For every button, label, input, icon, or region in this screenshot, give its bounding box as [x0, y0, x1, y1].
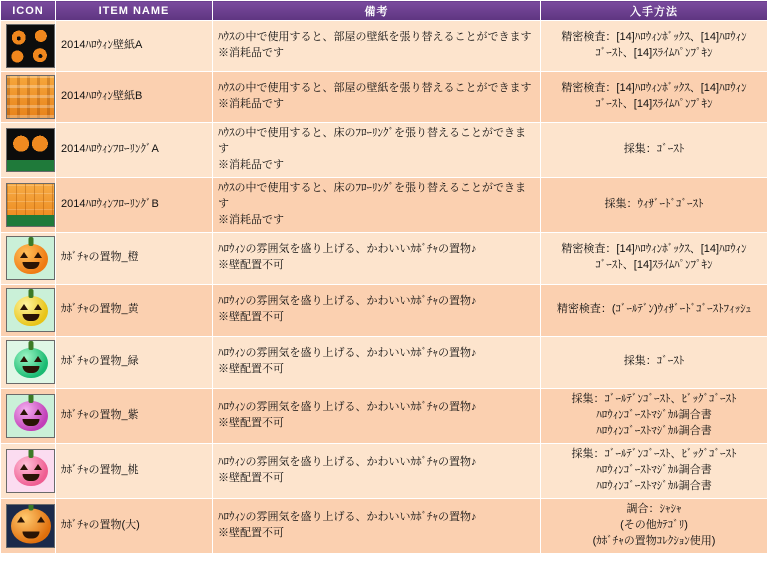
remarks-line-1: ﾊﾛｳｨﾝの雰囲気を盛り上げる、かわいいｶﾎﾞﾁｬの置物♪ — [218, 400, 477, 413]
item-name-cell: 2014ﾊﾛｳｨﾝﾌﾛｰﾘﾝｸﾞA — [56, 123, 213, 178]
table-row — [1, 336, 767, 388]
item-icon-cell — [1, 443, 56, 498]
table-row — [1, 21, 767, 72]
remarks-line-2: ※消耗品です — [218, 98, 284, 110]
item-icon-cell — [1, 21, 56, 72]
remarks-line-1: ﾊﾛｳｨﾝの雰囲気を盛り上げる、かわいいｶﾎﾞﾁｬの置物♪ — [218, 295, 477, 308]
acquisition-line-1: 精密検査：[14]ﾊﾛｳｨﾝﾎﾞｯｸｽ、[14]ﾊﾛｳｨﾝ — [561, 31, 747, 44]
remarks-line-2: ※壁配置不可 — [218, 311, 284, 324]
item-icon-cell — [1, 72, 56, 123]
remarks-line-1: ﾊｳｽの中で使用すると、床のﾌﾛｰﾘﾝｸﾞを張り替えることができます — [218, 127, 526, 155]
halloween-wallpaper-a-icon — [6, 24, 55, 68]
table-row — [1, 284, 767, 336]
remarks-line-2: ※壁配置不可 — [218, 363, 284, 376]
item-acquisition-cell — [541, 284, 767, 336]
remarks-line-1: ﾊｳｽの中で使用すると、部屋の壁紙を張り替えることができます — [218, 31, 532, 44]
halloween-flooring-a-icon — [6, 128, 55, 172]
acquisition-line-3: ﾊﾛｳｨﾝｺﾞｰｽﾄﾏｼﾞｶﾙ調合書 — [596, 424, 712, 437]
table-row — [1, 388, 767, 443]
acquisition-line-1: 採集：ｳｨｻﾞｰﾄﾞｺﾞｰｽﾄ — [604, 197, 704, 210]
remarks-line-1: ﾊﾛｳｨﾝの雰囲気を盛り上げる、かわいいｶﾎﾞﾁｬの置物♪ — [218, 347, 477, 360]
item-icon-cell — [1, 388, 56, 443]
pumpkin-ornament-pink-icon — [6, 449, 55, 493]
item-remarks-cell — [213, 21, 541, 72]
acquisition-line-2: ｺﾞｰｽﾄ、[14]ｽﾗｲﾑﾊﾟﾝﾌﾟｷﾝ — [595, 259, 713, 272]
item-icon-cell — [1, 232, 56, 284]
item-remarks-cell — [213, 72, 541, 123]
table-row — [1, 498, 767, 553]
item-acquisition-cell — [541, 498, 767, 553]
item-icon-cell — [1, 336, 56, 388]
acquisition-line-1: 採集：ｺﾞｰﾙﾃﾞﾝｺﾞｰｽﾄ、ﾋﾞｯｸﾞｺﾞｰｽﾄ — [571, 447, 737, 460]
item-name-cell: 2014ﾊﾛｳｨﾝ壁紙B — [56, 72, 213, 123]
item-acquisition-cell — [541, 21, 767, 72]
remarks-line-2: ※消耗品です — [218, 158, 284, 171]
column-header-acquisition: 入手方法 — [541, 1, 767, 21]
item-name-cell: 2014ﾊﾛｳｨﾝﾌﾛｰﾘﾝｸﾞB — [56, 177, 213, 232]
item-acquisition-cell — [541, 123, 767, 178]
acquisition-line-1: 精密検査：[14]ﾊﾛｳｨﾝﾎﾞｯｸｽ、[14]ﾊﾛｳｨﾝ — [561, 82, 747, 95]
item-icon-cell — [1, 177, 56, 232]
halloween-wallpaper-b-icon — [6, 75, 55, 119]
acquisition-line-1: 採集：ｺﾞｰﾙﾃﾞﾝｺﾞｰｽﾄ、ﾋﾞｯｸﾞｺﾞｰｽﾄ — [571, 392, 737, 405]
remarks-line-2: ※壁配置不可 — [218, 259, 284, 272]
item-icon-cell — [1, 284, 56, 336]
item-remarks-cell — [213, 498, 541, 553]
table-row — [1, 72, 767, 123]
table-header-row — [1, 1, 767, 21]
halloween-flooring-b-icon — [6, 183, 55, 227]
acquisition-line-2: ﾊﾛｳｨﾝｺﾞｰｽﾄﾏｼﾞｶﾙ調合書 — [596, 408, 712, 421]
item-icon-cell — [1, 123, 56, 178]
acquisition-line-2: ｺﾞｰｽﾄ、[14]ｽﾗｲﾑﾊﾟﾝﾌﾟｷﾝ — [595, 98, 713, 110]
item-acquisition-cell — [541, 336, 767, 388]
remarks-line-2: ※壁配置不可 — [218, 526, 284, 539]
item-acquisition-cell — [541, 177, 767, 232]
item-acquisition-cell — [541, 232, 767, 284]
acquisition-line-1: 採集：ｺﾞｰｽﾄ — [623, 142, 685, 155]
remarks-line-1: ﾊﾛｳｨﾝの雰囲気を盛り上げる、かわいいｶﾎﾞﾁｬの置物♪ — [218, 243, 477, 256]
acquisition-line-3: (ｶﾎﾞﾁｬの置物ｺﾚｸｼｮﾝ使用) — [592, 534, 716, 547]
remarks-line-2: ※消耗品です — [218, 47, 284, 59]
pumpkin-ornament-yellow-icon — [6, 288, 55, 332]
acquisition-line-2: ﾊﾛｳｨﾝｺﾞｰｽﾄﾏｼﾞｶﾙ調合書 — [596, 463, 712, 476]
column-header-icon: ICON — [1, 1, 56, 21]
acquisition-line-1: 精密検査：[14]ﾊﾛｳｨﾝﾎﾞｯｸｽ、[14]ﾊﾛｳｨﾝ — [561, 243, 747, 256]
pumpkin-ornament-orange-icon — [6, 236, 55, 280]
item-icon-cell — [1, 498, 56, 553]
item-remarks-cell — [213, 443, 541, 498]
table-row — [1, 123, 767, 178]
item-remarks-cell — [213, 284, 541, 336]
acquisition-line-1: 採集：ｺﾞｰｽﾄ — [623, 355, 685, 368]
item-remarks-cell — [213, 388, 541, 443]
acquisition-line-3: ﾊﾛｳｨﾝｺﾞｰｽﾄﾏｼﾞｶﾙ調合書 — [596, 479, 712, 492]
table-row — [1, 232, 767, 284]
item-remarks-cell — [213, 336, 541, 388]
item-remarks-cell — [213, 177, 541, 232]
acquisition-line-1: 調合：ｼｬｼｬ — [626, 502, 682, 515]
item-name-cell: ｶﾎﾞﾁｬの置物_桃 — [56, 443, 213, 498]
item-remarks-cell — [213, 123, 541, 178]
remarks-line-1: ﾊﾛｳｨﾝの雰囲気を盛り上げる、かわいいｶﾎﾞﾁｬの置物♪ — [218, 455, 477, 468]
pumpkin-ornament-green-icon — [6, 340, 55, 384]
item-name-cell: ｶﾎﾞﾁｬの置物(大) — [56, 498, 213, 553]
item-name-cell: ｶﾎﾞﾁｬの置物_橙 — [56, 232, 213, 284]
pumpkin-ornament-large-icon — [6, 504, 55, 548]
pumpkin-ornament-purple-icon — [6, 394, 55, 438]
column-header-remarks: 備考 — [213, 1, 541, 21]
item-name-cell: ｶﾎﾞﾁｬの置物_紫 — [56, 388, 213, 443]
column-header-item-name: ITEM NAME — [56, 1, 213, 21]
item-remarks-cell — [213, 232, 541, 284]
item-name-cell: ｶﾎﾞﾁｬの置物_黄 — [56, 284, 213, 336]
acquisition-line-2: ｺﾞｰｽﾄ、[14]ｽﾗｲﾑﾊﾟﾝﾌﾟｷﾝ — [595, 47, 713, 59]
acquisition-line-1: 精密検査：(ｺﾞｰﾙﾃﾞﾝ)ｳｨｻﾞｰﾄﾞｺﾞｰｽﾄﾌｨｯｼｭ — [556, 303, 752, 316]
table-row — [1, 177, 767, 232]
acquisition-line-2: (その他ｶﾃｺﾞﾘ) — [620, 518, 688, 531]
remarks-line-1: ﾊﾛｳｨﾝの雰囲気を盛り上げる、かわいいｶﾎﾞﾁｬの置物♪ — [218, 510, 477, 523]
remarks-line-2: ※消耗品です — [218, 213, 284, 226]
item-name-cell: ｶﾎﾞﾁｬの置物_緑 — [56, 336, 213, 388]
item-name-cell: 2014ﾊﾛｳｨﾝ壁紙A — [56, 21, 213, 72]
remarks-line-2: ※壁配置不可 — [218, 416, 284, 429]
table-row — [1, 443, 767, 498]
remarks-line-2: ※壁配置不可 — [218, 471, 284, 484]
item-acquisition-cell — [541, 72, 767, 123]
remarks-line-1: ﾊｳｽの中で使用すると、床のﾌﾛｰﾘﾝｸﾞを張り替えることができます — [218, 181, 526, 210]
item-acquisition-cell — [541, 388, 767, 443]
remarks-line-1: ﾊｳｽの中で使用すると、部屋の壁紙を張り替えることができます — [218, 82, 532, 95]
item-acquisition-cell — [541, 443, 767, 498]
